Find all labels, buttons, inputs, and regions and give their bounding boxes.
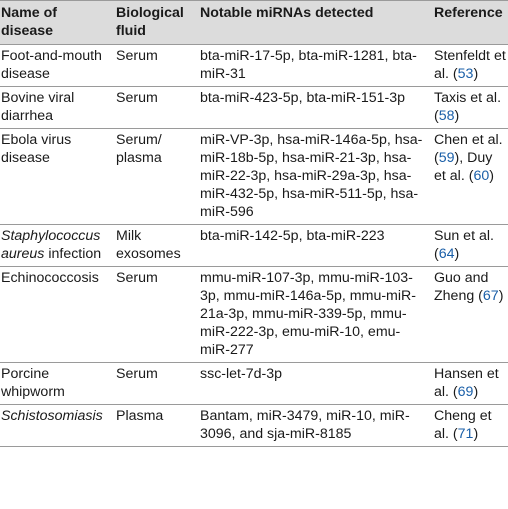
cell-reference xyxy=(432,267,508,363)
cell-mirnas: miR-VP-3p, hsa-miR-146a-5p, hsa-miR-18b-5p, hsa-miR-21-3p, hsa-miR-22-3p, hsa-miR-29a-3p, hsa-miR-432-5p, hsa-miR-511-5p, hsa-miR-596 xyxy=(198,129,432,225)
cell-disease: Bovine viral diarrhea xyxy=(0,87,114,129)
cell-mirnas: bta-miR-17-5p, bta-miR-1281, bta-miR-31 xyxy=(198,45,432,87)
citation-link[interactable]: 59 xyxy=(438,150,455,166)
cell-fluid: Serum xyxy=(114,267,198,363)
cell-fluid: Plasma xyxy=(114,405,198,447)
ref-close: ), xyxy=(454,150,464,166)
cell-reference xyxy=(432,363,508,405)
ref-author: Stenfeldt et al. ( xyxy=(434,48,506,82)
citation-link[interactable]: 60 xyxy=(473,168,490,184)
table-row xyxy=(0,129,508,225)
ref-author: Taxis et al. ( xyxy=(434,90,502,124)
header-row xyxy=(0,1,508,45)
cell-disease xyxy=(0,405,114,447)
disease-species-name: Schistosomiasis xyxy=(1,408,103,424)
table-row xyxy=(0,87,508,129)
citation-link[interactable]: 67 xyxy=(482,288,499,304)
citation-link[interactable]: 53 xyxy=(457,66,474,82)
ref-author: Cheng et al. ( xyxy=(434,408,492,442)
ref-close: ) xyxy=(498,288,504,304)
table-row xyxy=(0,405,508,447)
ref-author: Chen et al. ( xyxy=(434,132,503,166)
ref-author: Hansen et al. ( xyxy=(434,366,499,400)
cell-reference xyxy=(432,87,508,129)
cell-mirnas: bta-miR-423-5p, bta-miR-151-3p xyxy=(198,87,432,129)
cell-disease xyxy=(0,225,114,267)
ref-close: ) xyxy=(454,246,460,262)
ref-close: ) xyxy=(454,108,460,124)
citation-link[interactable]: 58 xyxy=(438,108,455,124)
table-header xyxy=(0,1,508,45)
ref-author: Duy et al. ( xyxy=(434,150,493,184)
ref-close: ) xyxy=(473,384,479,400)
cell-disease: Foot-and-mouth disease xyxy=(0,45,114,87)
ref-close: ) xyxy=(489,168,494,184)
cell-fluid: Serum xyxy=(114,45,198,87)
table-row xyxy=(0,363,508,405)
cell-mirnas: ssc-let-7d-3p xyxy=(198,363,432,405)
table-row xyxy=(0,267,508,363)
header-fluid: Biological fluid xyxy=(114,1,198,45)
cell-disease: Echinococcosis xyxy=(0,267,114,363)
cell-reference xyxy=(432,225,508,267)
cell-disease: Porcine whipworm xyxy=(0,363,114,405)
header-reference: Reference xyxy=(432,1,508,45)
cell-mirnas: mmu-miR-107-3p, mmu-miR-103-3p, mmu-miR-146a-5p, mmu-miR-21a-3p, mmu-miR-339-5p, mmu-miR-222-3p, emu-miR-10, emu-miR-277 xyxy=(198,267,432,363)
ref-author: Sun et al. ( xyxy=(434,228,494,262)
citation-link[interactable]: 71 xyxy=(457,426,474,442)
ref-close: ) xyxy=(473,66,479,82)
cell-reference xyxy=(432,45,508,87)
header-disease: Name of disease xyxy=(0,1,114,45)
cell-fluid: Serum/ plasma xyxy=(114,129,198,225)
cell-fluid: Milk exosomes xyxy=(114,225,198,267)
cell-fluid: Serum xyxy=(114,363,198,405)
cell-mirnas: bta-miR-142-5p, bta-miR-223 xyxy=(198,225,432,267)
table-body xyxy=(0,45,508,447)
disease-species-name: Staphylococcus aureus xyxy=(1,228,101,262)
header-mirnas: Notable miRNAs detected xyxy=(198,1,432,45)
cell-mirnas: Bantam, miR-3479, miR-10, miR-3096, and sja-miR-8185 xyxy=(198,405,432,447)
ref-author: Guo and Zheng ( xyxy=(434,270,489,304)
citation-link[interactable]: 69 xyxy=(457,384,474,400)
cell-fluid: Serum xyxy=(114,87,198,129)
citation-link[interactable]: 64 xyxy=(438,246,455,262)
ref-close: ) xyxy=(473,426,479,442)
table-row xyxy=(0,225,508,267)
disease-suffix: infection xyxy=(44,246,102,262)
cell-reference xyxy=(432,129,508,225)
cell-reference xyxy=(432,405,508,447)
table-row xyxy=(0,45,508,87)
cell-disease: Ebola virus disease xyxy=(0,129,114,225)
